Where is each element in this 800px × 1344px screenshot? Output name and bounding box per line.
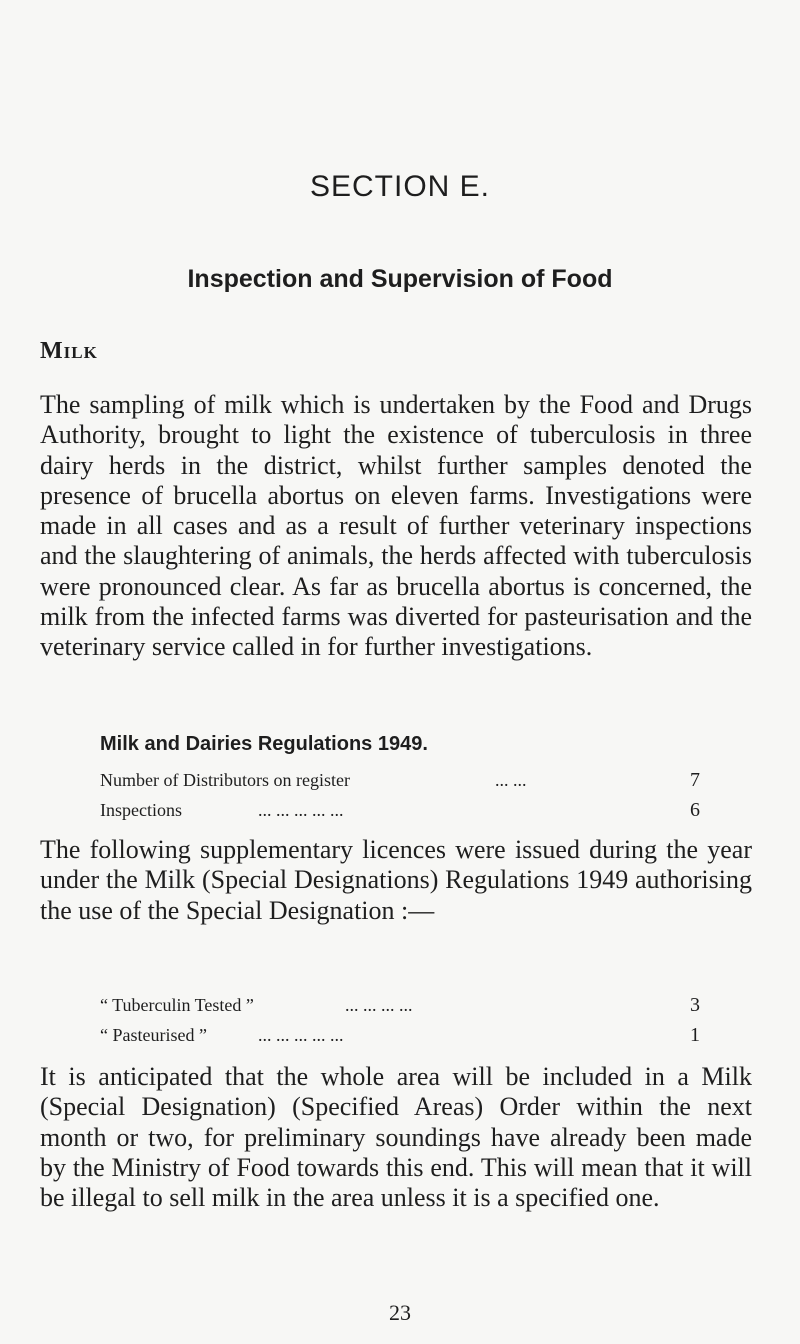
paragraph-milk-sampling: The sampling of milk which is undertaken by the Food and Drugs Authority, brought to light the existence of tuberculosis in three dairy herds in the district, whilst further samples denoted the presence of brucella abortus on eleven farms. Investigations were made in all cases and as a result of further veterinary inspections and the slaughtering of animals, the herds affected with tuberculosis were pronounced clear. As far as brucella abortus is concerned, the milk from the infected farms was diverted for pasteurisation and the veterinary service called in for further investigations. — [40, 390, 752, 662]
leader-dots: ... ... ... ... ... — [258, 1025, 344, 1045]
leader-dots: ... ... ... ... ... — [258, 800, 344, 820]
item-value: 6 — [690, 799, 700, 821]
paragraph-specified-areas: It is anticipated that the whole area will be included in a Milk (Special Designation) (Specified Areas) Order within the next month or two, for preliminary soundings have already been made by the Ministry of Food towards this end. This will mean that it will be illegal to sell milk in the area unless it is a specified one. — [40, 1062, 752, 1213]
item-value: 1 — [690, 1024, 700, 1046]
item-value: 3 — [690, 994, 700, 1016]
page-heading: Inspection and Supervision of Food — [187, 265, 613, 293]
paragraph-supplementary-licences: The following supplementary licences were issued during the year under the Milk (Special Designations) Regulations 1949 authorising the use of the Special Designation :— — [40, 835, 752, 925]
regulations-list — [100, 765, 700, 825]
section-title: SECTION E. — [309, 170, 491, 203]
leader-dots: ... ... — [495, 770, 527, 790]
list-item — [100, 765, 700, 795]
list-item — [100, 1020, 700, 1050]
regulations-heading: Milk and Dairies Regulations 1949. — [100, 733, 428, 755]
list-item — [100, 990, 700, 1020]
item-label: “ Pasteurised ” — [100, 1025, 213, 1045]
item-label: Number of Distributors on register — [100, 770, 356, 790]
licences-list — [100, 990, 700, 1050]
page-number: 23 — [389, 1300, 411, 1325]
item-label: “ Tuberculin Tested ” — [100, 995, 260, 1015]
item-label: Inspections — [100, 800, 188, 820]
list-item — [100, 795, 700, 825]
subheading-milk: Milk — [40, 338, 98, 364]
item-value: 7 — [690, 769, 700, 791]
leader-dots: ... ... ... ... — [345, 995, 413, 1015]
